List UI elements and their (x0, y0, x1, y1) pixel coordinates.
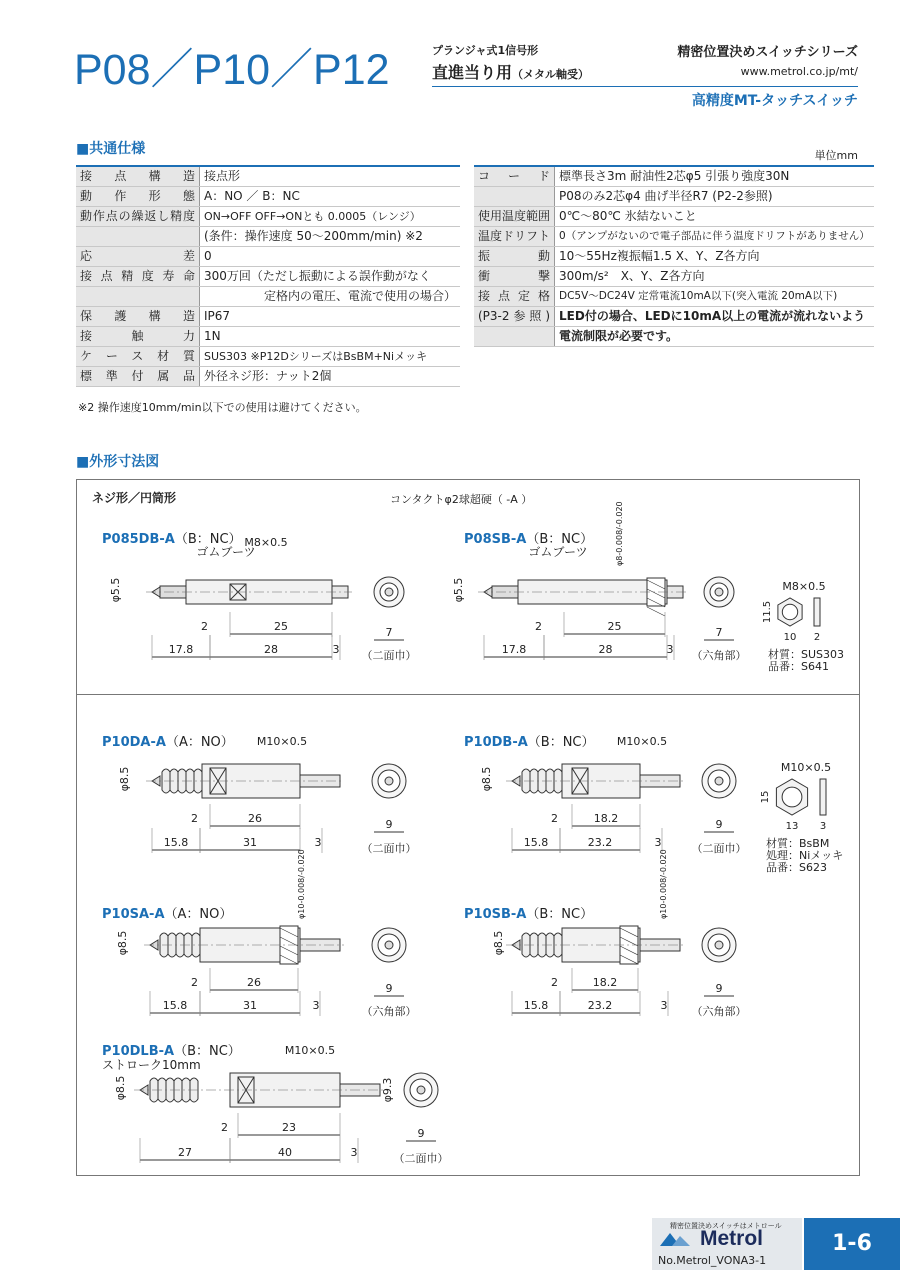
model-label-p08sb: P08SB-A（B：NC） (464, 532, 594, 547)
p08sb-knurl (647, 607, 665, 616)
spec-left-key: ケース材質 (76, 347, 199, 367)
spec-left-key: 応差 (76, 247, 199, 267)
p10dlb-dia-label: φ8.5 (114, 1075, 127, 1101)
p10sa-tolerance: φ10-0.008/-0.020 (297, 849, 306, 919)
p10sb-dim-main-label: 18.2 (592, 976, 618, 989)
spec-right-key: コード (474, 166, 555, 187)
spec-left-key: 接点精度寿命 (76, 267, 199, 287)
spec-right-key: 接点定格 (474, 287, 555, 307)
product-name: 高精度MT-タッチスイッチ (691, 93, 858, 109)
p10da-dim-total-label: 31 (243, 836, 257, 849)
spec-left-value: SUS303 ※P12DシリーズはBsBM+Niメッキ (199, 347, 460, 367)
p10db-dim-3: 3 (654, 836, 662, 849)
spec-left-key: 動作点の繰返し精度 (76, 207, 199, 227)
nut-m10-info: 材質：BsBM (766, 837, 830, 850)
spec-left-value: 300万回（ただし振動による誤作動がなく (199, 267, 460, 287)
p085db-dim-2: 2 (201, 620, 208, 633)
p10dlb-end-dim: 9 (417, 1127, 425, 1140)
p10da-dim-2: 2 (191, 812, 198, 825)
p10da-end-note: （二面巾） (361, 842, 417, 855)
footnote: ※2 操作速度10mm/min以下での使用は避けてください。 (78, 401, 367, 414)
spec-right-value: 標準長さ3m 耐油性2芯φ5 引張り強度30N (555, 166, 874, 187)
model-label-p10da: P10DA-A（A：NO） (102, 735, 234, 750)
p10da-dim-left-label: 15.8 (163, 836, 189, 849)
p08sb-dim-left-label: 17.8 (501, 643, 527, 656)
footer-doc-number: No.Metrol_VONA3-1 (658, 1254, 767, 1267)
p10db-end-dim: 9 (715, 818, 723, 831)
metrol-logo-icon (658, 1231, 692, 1247)
nut-m8-h: 11.5 (762, 600, 773, 624)
p10sb-dim-left-label: 15.8 (523, 999, 549, 1012)
subtitle-small: プランジャ式1信号形 (432, 44, 539, 57)
spec-right-value: 電流制限が必要です。 (555, 327, 874, 347)
p10sb-tolerance: φ10-0.008/-0.020 (659, 849, 668, 919)
spec-left-key: 標準付属品 (76, 367, 199, 387)
p10da-thread: M10×0.5 (256, 735, 308, 748)
specs-heading: ■共通仕様 (76, 141, 146, 157)
spec-right-value: 300m/s² X、Y、Z各方向 (555, 267, 874, 287)
p10sb-dim-2: 2 (551, 976, 558, 989)
p085db-thread: M8×0.5 (244, 536, 288, 549)
drawing-box-title: ネジ形／円筒形 (92, 491, 177, 505)
contact-note: コンタクトφ2球超硬（ -A ） (390, 493, 533, 506)
footer-tagline: 精密位置決めスイッチはメトロール (670, 1222, 782, 1230)
p10sa-dia-label: φ8.5 (116, 930, 129, 956)
p10da-end-dim: 9 (385, 818, 393, 831)
p10sa-dim-left-label: 15.8 (162, 999, 188, 1012)
p08sb-dim-total-label: 28 (598, 643, 613, 656)
p08sb-dim-3: 3 (666, 643, 674, 656)
p08sb-boot-label: ゴムブーツ (528, 545, 588, 559)
p10db-thread: M10×0.5 (616, 735, 668, 748)
spec-left-value: 接点形 (199, 166, 460, 187)
p10db-dim-total-label: 23.2 (587, 836, 613, 849)
p085db-dim-main-label: 25 (274, 620, 288, 633)
p08sb-dim-main-label: 25 (607, 620, 622, 633)
p10sb-dim-total-label: 23.2 (587, 999, 613, 1012)
spec-left-value: (条件：操作速度 50～200mm/min) ※2 (199, 227, 460, 247)
spec-left-value: 1N (199, 327, 460, 347)
spec-right-value: 0（アンプがないので電子部品に伴う温度ドリフトがありません） (555, 227, 874, 247)
nut-m10-thread: M10×0.5 (780, 761, 832, 774)
series-name: 精密位置決めスイッチシリーズ (677, 45, 858, 60)
spec-right-value: LED付の場合、LEDに10mA以上の電流が流れないよう (555, 307, 874, 327)
p10dlb-dim-left-label: 27 (178, 1146, 192, 1159)
p10sb-dia-label: φ8.5 (492, 930, 505, 956)
footer-logo-block (652, 1218, 802, 1270)
p10sb-end-dim: 9 (715, 982, 723, 995)
p08sb-end-note: （六角部） (691, 649, 747, 662)
drawings-heading: ■外形寸法図 (76, 454, 160, 470)
spec-left-key: 保護構造 (76, 307, 199, 327)
spec-left-value: 定格内の電圧、電流で使用の場合） (199, 287, 460, 307)
p085db-dim-3: 3 (332, 643, 340, 656)
p10db-end-view-core (715, 777, 723, 785)
nut-m8-t: 2 (813, 632, 821, 643)
spec-left-value: ON→OFF OFF→ONとも 0.0005（レンジ） (199, 207, 460, 227)
spec-right-key: 温度ドリフト (474, 227, 555, 247)
p08sb-dia-label: φ5.5 (452, 577, 465, 603)
nut-m8-hole (782, 604, 797, 619)
spec-left-key: 接点構造 (76, 166, 199, 187)
p10dlb-dim-total-label: 40 (278, 1146, 292, 1159)
p10db-end-note: （二面巾） (691, 842, 747, 855)
p10sb-dim-3: 3 (660, 999, 668, 1012)
spec-right-value: DC5V～DC24V 定常電流10mA以下(突入電流 20mA以下) (555, 287, 874, 307)
p10sa-dim-3: 3 (312, 999, 320, 1012)
p10dlb-thread: M10×0.5 (284, 1044, 336, 1057)
nut-m10-t: 3 (819, 821, 827, 832)
p085db-end-dim: 7 (385, 626, 393, 639)
p10sa-end-view-core (385, 941, 393, 949)
spec-right-key: (P3-2参照) (474, 307, 555, 327)
p08sb-end-dim: 7 (715, 626, 723, 639)
spec-right-value: 10～55Hz複振幅1.5 X、Y、Z各方向 (555, 247, 874, 267)
unit-label: 単位mm (814, 149, 858, 162)
spec-right-value: P08のみ2芯φ4 曲げ半径R7 (P2-2参照) (555, 187, 874, 207)
spec-right-key: 使用温度範囲 (474, 207, 555, 227)
spec-left-key: 接触力 (76, 327, 199, 347)
spec-right-key: 振動 (474, 247, 555, 267)
spec-left-value: 外径ネジ形：ナット2個 (199, 367, 460, 387)
p10sa-dim-main-label: 26 (247, 976, 261, 989)
p10da-dia-label: φ8.5 (118, 766, 131, 792)
p085db-dim-total-label: 28 (264, 643, 278, 656)
p10dlb-dim-2: 2 (221, 1121, 228, 1134)
nut-m10-info: 処理：Niメッキ (766, 849, 844, 862)
page-title: P08／P10／P12 (74, 46, 390, 94)
p10sb-end-view-core (715, 941, 723, 949)
nut-m8-info: 品番：S641 (768, 660, 829, 673)
p08sb-tolerance: φ8-0.008/-0.020 (615, 501, 624, 566)
nut-m8-info: 材質：SUS303 (768, 648, 845, 661)
p10da-dim-main-label: 26 (248, 812, 262, 825)
model-label-p10db: P10DB-A（B：NC） (464, 735, 595, 750)
p10sa-dim-total-label: 31 (243, 999, 257, 1012)
p10dlb-dim-3: 3 (350, 1146, 358, 1159)
nut-m8-thread: M8×0.5 (782, 580, 826, 593)
p085db-end-view-core (385, 588, 393, 596)
nut-m10-hole (782, 787, 802, 807)
p10da-end-view-core (385, 777, 393, 785)
p10da-dim-3: 3 (314, 836, 322, 849)
p08sb-dim-2: 2 (535, 620, 542, 633)
p10dlb-dim-main-label: 23 (282, 1121, 296, 1134)
website-link[interactable]: www.metrol.co.jp/mt/ (740, 65, 858, 78)
p10db-dia-label: φ8.5 (480, 766, 493, 792)
subtitle-main: 直進当り用（メタル軸受） (432, 63, 590, 82)
p10sa-end-note: （六角部） (361, 1005, 417, 1018)
nut-m10-info: 品番：S623 (766, 861, 827, 874)
model-label-p10dlb: P10DLB-A（B：NC） (102, 1044, 241, 1059)
spec-left-value: 0 (199, 247, 460, 267)
model-label-p10sb: P10SB-A（B：NC） (464, 907, 594, 922)
p10dlb-end-note: （二面巾） (393, 1152, 449, 1165)
p085db-dim-left-label: 17.8 (168, 643, 194, 656)
p085db-boot-label: ゴムブーツ (196, 545, 256, 559)
page-number: 1-6 (804, 1218, 900, 1270)
spec-right-key: 衝撃 (474, 267, 555, 287)
p10dlb-end-view-core (417, 1086, 425, 1094)
p08sb-end-view-core (715, 588, 723, 596)
p10dlb-dia2-label: φ9.3 (381, 1077, 394, 1103)
nut-m10-side (820, 779, 826, 815)
model-label-p085db: P085DB-A（B：NC） (102, 532, 242, 547)
nut-m10-h: 15 (760, 790, 771, 804)
nut-m8-w: 10 (783, 632, 797, 643)
p10db-dim-left-label: 15.8 (523, 836, 549, 849)
p085db-end-note: （二面巾） (361, 649, 417, 662)
p10sa-dim-2: 2 (191, 976, 198, 989)
spec-left-value: IP67 (199, 307, 460, 327)
p10sa-end-dim: 9 (385, 982, 393, 995)
p10db-dim-2: 2 (551, 812, 558, 825)
spec-right-value: 0℃～80℃ 氷結ないこと (555, 207, 874, 227)
spec-left-value: A：NO ／ B：NC (199, 187, 460, 207)
nut-m10-w: 13 (785, 821, 799, 832)
p10sb-end-note: （六角部） (691, 1005, 747, 1018)
footer-brand: Metrol (700, 1227, 763, 1250)
nut-m8-side (814, 598, 820, 626)
stroke-label: ストローク10mm (102, 1058, 201, 1072)
spec-left-key: 動作形態 (76, 187, 199, 207)
p085db-dia-label: φ5.5 (109, 577, 122, 603)
p10db-dim-main-label: 18.2 (593, 812, 619, 825)
model-label-p10sa: P10SA-A（A：NO） (102, 907, 233, 922)
